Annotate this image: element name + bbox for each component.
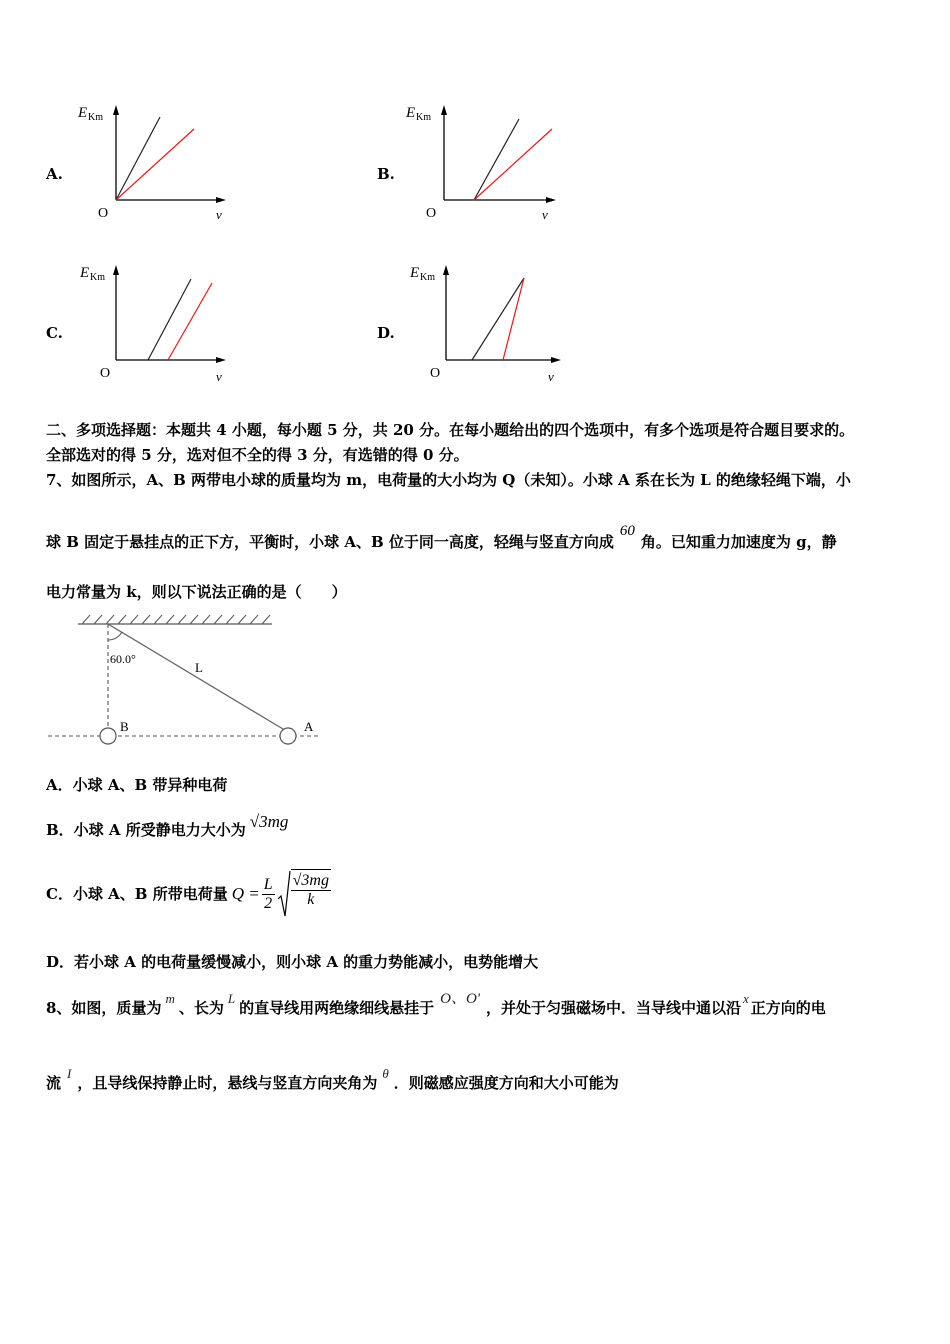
graph-a — [70, 95, 240, 225]
q7-line3: 电力常量为 k，则以下说法正确的是（ ） — [46, 583, 347, 601]
q8-m: m — [165, 991, 175, 1006]
q7-angle: 60 — [619, 523, 635, 539]
q8-OO: O、O' — [440, 991, 480, 1007]
section2-line2: 全部选对的得 5 分，选对但不全的得 3 分，有选错的得 0 分。 — [46, 446, 469, 464]
y-axis-label: E — [80, 265, 90, 281]
y-axis-sub: Km — [420, 272, 435, 283]
q7-option-b — [46, 812, 289, 840]
ball-a — [280, 728, 296, 744]
y-axis-label: E — [78, 105, 88, 121]
origin-label: O — [430, 366, 441, 381]
red-line — [474, 129, 552, 200]
frac1-den: 2 — [264, 894, 273, 912]
red-line — [168, 283, 212, 360]
ball-b-label: B — [120, 719, 129, 734]
frac2-num: √3mg — [292, 872, 329, 889]
red-line — [116, 129, 194, 200]
frac2-den: k — [307, 891, 315, 908]
origin-label: O — [98, 206, 109, 221]
q7-option-c-frac2 — [291, 869, 331, 919]
q7-line2b: 角。已知重力加速度为 g，静 — [640, 533, 837, 551]
q7-line2a: 球 B 固定于悬挂点的正下方，平衡时，小球 A、B 位于同一高度，轻绳与竖直方向成 — [46, 533, 614, 551]
q8-line2 — [46, 1066, 619, 1094]
q8-l1b: 、长为 — [178, 999, 224, 1017]
q8-l1a: 8、如图，质量为 — [46, 999, 162, 1017]
x-axis-label: v — [548, 369, 554, 384]
q7-option-d: D．若小球 A 的电荷量缓慢减小，则小球 A 的重力势能减小，电势能增大 — [46, 953, 539, 971]
y-axis-label: E — [406, 105, 416, 121]
y-axis-sub: Km — [90, 272, 105, 283]
q8-l1c: 的直导线用两绝缘细线悬挂于 — [239, 999, 435, 1017]
q8-l1e: 正方向的电 — [750, 999, 826, 1017]
q8-l2a: 流 — [46, 1074, 62, 1092]
y-axis-sub: Km — [88, 112, 103, 123]
q7-option-c-q: Q = — [231, 884, 260, 903]
q8-I: I — [67, 1066, 72, 1081]
sqrt-sign — [277, 869, 291, 919]
x-axis-label: v — [216, 207, 222, 222]
q7-figure — [46, 612, 336, 752]
rope-label: L — [195, 660, 203, 675]
q7-option-c — [46, 866, 331, 922]
q7-option-c-frac1 — [262, 876, 275, 913]
q7-line1: 7、如图所示，A、B 两带电小球的质量均为 m，电荷量的大小均为 Q（未知）。小球 A 系在长为 L 的绝缘轻绳下端，小 — [46, 471, 851, 489]
black-line — [116, 117, 160, 200]
ball-b — [100, 728, 116, 744]
q7-option-c-sqrt — [277, 869, 331, 919]
q8-l2b: ，且导线保持静止时，悬线与竖直方向夹角为 — [77, 1074, 378, 1092]
option-b-label: B. — [377, 165, 395, 183]
angle-label: 60.0° — [110, 652, 136, 666]
q8-L: L — [227, 991, 236, 1006]
graph-d — [400, 255, 570, 385]
graph-b — [400, 95, 570, 225]
q7-option-b-text: B．小球 A 所受静电力大小为 — [46, 821, 246, 839]
q8-l2c: ．则磁感应强度方向和大小可能为 — [393, 1074, 619, 1092]
black-line — [148, 279, 191, 360]
q7-option-a: A．小球 A、B 带异种电荷 — [46, 776, 228, 794]
q7-option-c-text: C．小球 A、B 所带电荷量 — [46, 885, 228, 903]
ball-a-label: A — [304, 719, 314, 734]
y-axis-label: E — [410, 265, 420, 281]
black-line — [474, 119, 519, 200]
y-axis-sub: Km — [416, 112, 431, 123]
graph-c — [70, 255, 240, 385]
option-d-label: D. — [377, 324, 395, 342]
frac1-num: L — [263, 875, 273, 893]
q7-option-b-math: √3mg — [249, 812, 289, 831]
q8-l1d: ，并处于匀强磁场中．当导线中通以沿 — [485, 999, 741, 1017]
origin-label: O — [100, 366, 111, 381]
option-a-label: A. — [46, 165, 63, 183]
q8-x: x — [743, 991, 749, 1006]
q8-theta: θ — [382, 1066, 389, 1081]
origin-label: O — [426, 206, 437, 221]
black-line — [472, 278, 524, 360]
x-axis-label: v — [216, 369, 222, 384]
x-axis-label: v — [542, 207, 548, 222]
q7-line2 — [46, 523, 837, 553]
red-line — [503, 278, 524, 360]
section2-line1: 二、多项选择题：本题共 4 小题，每小题 5 分，共 20 分。在每小题给出的四个选项中，有多个选项是符合题目要求的。 — [46, 421, 855, 439]
option-c-label: C. — [46, 324, 63, 342]
q8-line1 — [46, 991, 826, 1019]
